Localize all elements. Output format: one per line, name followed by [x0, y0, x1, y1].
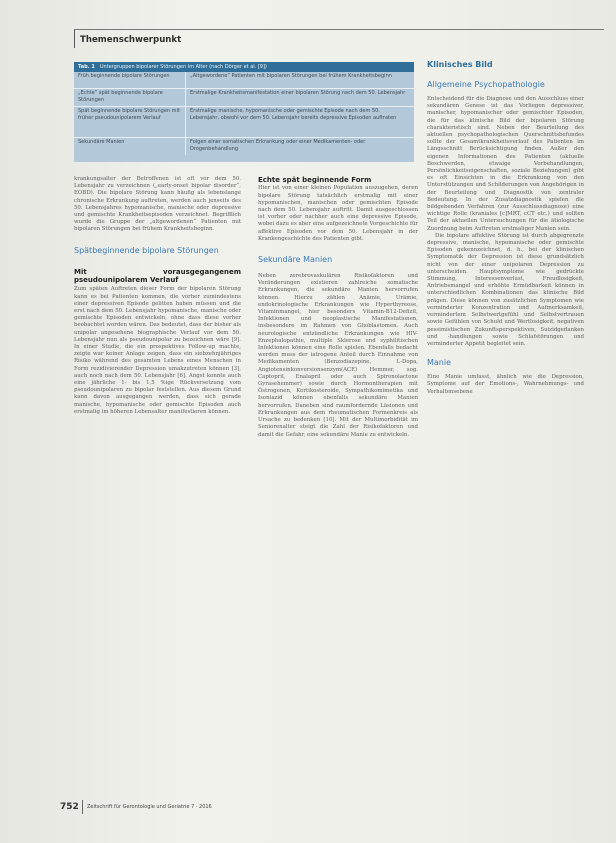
- footer-marker: [82, 800, 83, 814]
- table-cell-group: Sekundäre Manien: [74, 138, 186, 155]
- table-cell-description: „Altgewordene“ Patienten mit bipolaren Störungen bei frühem Krankheitsbeginn: [190, 73, 392, 79]
- paragraph: Zum späten Auftreten dieser Form der bipolaren Störung kann es bei Patienten kommen, die vorher zumindestens einer depressiven Episode gelitten haben müssen und die erst nach dem 50. Lebensjahr hypomanische, manische oder gemischte Episoden entwickeln, ohne dass diese vorher beobachtet worden wären. Das bedeutet, dass der bisher als unipolar angesehene biographische Verlauf vor dem 50. Lebensjahr nun als pseudounipolar zu bezeichnen wäre [9]. In einer Studie, die ein prospektives Follow-up machte, zeigte war keiner Anlage zeigen, dass ein siebzehnjähriges Risiko während des gesamten Lebens eines Menschen in Form rezidivierender Depression umakzutreten können [3], auch noch nach dem 50. Lebensjahr [6]. Angst konnte auch eine jährliche 1- bis 1,5 %ige Rückversetzung vom pseudounipolaren zu bipolar feststellen. Aus diesem Grund kann davon ausgegangen werden, dass sich gerade manische, hypomanische oder gemischte Episoden auch erstmalig im höheren Lebensalter manifestieren können.: [74, 286, 241, 415]
- table-title: Untergruppen bipolarer Störungen im Alter (nach Dörger et al. [9]): [99, 64, 267, 70]
- heading-manie: Manie: [427, 358, 452, 368]
- table-row: [74, 89, 414, 107]
- section-title: Themenschwerpunkt: [80, 35, 182, 45]
- table-cell-group: Spät beginnende bipolare Störungen mit früher pseudounipolarem Verlauf: [74, 107, 186, 137]
- heading-klinisches-bild: Klinisches Bild: [427, 60, 493, 69]
- table-row: [74, 107, 414, 138]
- column-right: [427, 60, 584, 396]
- paragraph: Die bipolare affektive Störung ist durch abgegrenzte depressive, manische, hypomanische oder gemischte Episoden gekennzeichnet, d. h., bei der klinischen Symptomatik der Depression ist diese grundsätzlich nicht von der einer unipolaren Depression zu unterscheiden. Hauptsymptome wie gedrückte Stimmung, Interessenverlust, Freudlosigkeit, Antriebsmangel und erhöhte Ermüdbarkeit können in unterschiedlichen Kombinationen das klinische Bild prägen. Diese können von zusätzlichen Symptomen wie verminderter Konzentration und Aufmerksamkeit, vermindertem Selbstwertgefühl und Selbstvertrauen sowie Gefühlen von Schuld und Wertlosigkeit, negativen pessimistischen Zukunftsperspektiven, Suizidgedanken und -handlungen sowie Schlafstörungen und verminderter Appetit begleitet sein.: [427, 232, 584, 347]
- table-caption: [74, 62, 414, 72]
- paragraph: Entscheidend für die Diagnose und den Ausschluss einer sekundären Genese ist das Vorliegen depressiver, manischer, hypomanischer oder gemischter Episoden, die für das klinische Bild der bipolaren Störung charakteristisch sind. Neben der Beurteilung des aktuellen psychopathologischen Querschnittsbefundes sollte der Gesamtkrankheitsverlauf des Patienten im Längsschnitt Berücksichtigung finden. Außer den eigenen Informationen des Patienten (aktuelle Beschwerden, etwaige Vorbehandlungen, Persönlichkeitseigenschaften, soziale Beziehungen) gibt es oft Einsichten in die Erkrankung von den Unterstützungen und Schilderungen von Angehörigen in der Beurteilung und Diagnostik von zentraler Bedeutung. In der Zusatzdiagnostik spielen die bildgebenden Verfahren (zur Ausschlussdiagnose) eine wichtige Rolle (kraniales [c]MRT, cCT etc.) und sollten Teil der aktuellen Untersuchungen für die ätiologische Zuordnung beim Auftreten erstmaliger Manien sein.: [427, 96, 584, 232]
- heading-pseudounipolar: Mit vorausgegangenem pseudounipolarem Verlauf: [74, 267, 241, 285]
- header-rule: [74, 29, 604, 30]
- journal-reference: Zeitschrift für Gerontologie und Geriatrie 7 · 2016: [87, 804, 212, 810]
- table-row: [74, 72, 414, 89]
- heading-psychopathologie: Allgemeine Psychopathologie: [427, 80, 545, 89]
- table-untergruppen: [74, 62, 414, 162]
- header-marker: [74, 30, 75, 48]
- paragraph: krankungsalter der Betroffenen ist oft vor dem 50. Lebensjahr zu verzeichnen („early-onset bipolar disorder“, EOBD). Die bipolare Störung kann häufig als lebenslange chronische Erkrankung auftreten, werden auch jenseits des 50. Lebensjahres hypomanische, manische oder depressive und gemischte Krankheitsepisoden verzeichnet. Begrifflich wurde die Gruppe der „altgewordenen“ Patienten mit bipolaren Störungen bei frühem Krankheitsbeginn.: [74, 176, 241, 233]
- table-cell-group: „Echte“ spät beginnende bipolare Störungen: [74, 89, 186, 106]
- table-cell-description: Erstmalige manische, hypomanische oder gemischte Episode nach dem 50. Lebensjahr, obwohl vor dem 50. Lebensjahr bereits depressive Episoden auftraten: [190, 108, 397, 121]
- paragraph: Eine Manie umfasst, ähnlich wie die Depression, Symptome auf der Emotions-, Wahrnehmungs- und Verhaltensebene: [427, 374, 584, 395]
- heading-spaetbeginnende: Spätbeginnende bipolare Störungen: [74, 245, 219, 255]
- table-cell-description: Erstmalige Krankheitsmanifestation einer bipolaren Störung nach dem 50. Lebensjahr: [190, 90, 406, 96]
- table-cell-description: Folgen einer somatischen Erkrankung oder einer Medikamenten- oder Drogenbehandlung: [190, 139, 366, 152]
- page-number: 752: [60, 802, 79, 812]
- column-left: [74, 176, 241, 416]
- table-row: [74, 138, 414, 155]
- heading-sekundaere-manien: Sekundäre Manien: [258, 255, 333, 265]
- paragraph: Hier ist von einer kleinen Population auszugehen, deren bipolare Störung tatsächlich erstmalig mit einer hypomanischen, manischen oder gemischten Episode nach dem 50. Lebensjahr auftritt. Damit ausgeschlossen ist vorher oder nachher auch eine depressive Episode, wobei dazu es aber eine aufgezeichnete Vorgeschichte für affektive Episoden vor dem 50. Lebensjahr in der Krankengeschichte des Patienten gibt.: [258, 185, 418, 242]
- column-middle: [258, 176, 418, 439]
- paragraph: Neben zerebrovaskulären Risikofaktoren und Veränderungen existieren zahlreiche somatische Erkrankungen, die sekundäre Manien hervorrufen können. Hierzu zählen Anämie, Urämie, endokrinologische Erkrankungen wie Hyperthyreose, Vitaminmangel, hier besonders Vitamin-B12-Defizit, Infektionen und neoplastische Manifestationen, insbesondere im Rahmen von Glioblastomen. Auch neurologische entzündliche Erkrankungen wie HIV-Enzephalopathie, multiple Sklerose und syphilitischen Infektionen können eine Rolle spielen. Ebenfalls bedacht werden muss der iatrogene Anteil durch Einnahme von Medikamenten (Benzodiazepine, L-Dopa, Angiotensinkonversionsenzym(ACE) Hemmer, sog. Captopril, Enalapril oder auch Spironolactone Gyrasehemmer) sowie durch Hormontherapien mit Östrogenen, Kortikosteroide, Sympathikomimetika und Isoniazid können ebenfalls sekundäre Manien hervorrufen. Daneben sind raumfordernde Läsionen und Erkrankungen aus dem rheumatischen Formenkreis als Ursache zu bedenken [10]. Mit der Multimorbidität im Seniorenalter steigt die Zahl der Risikofaktoren und damit die Gefahr, eine sekundäre Manie zu entwickeln.: [258, 273, 418, 438]
- table-cell-group: Früh beginnende bipolare Störungen: [74, 72, 186, 88]
- table-label: Tab. 1: [78, 64, 95, 70]
- heading-echte-form: Echte spät beginnende Form: [258, 176, 372, 184]
